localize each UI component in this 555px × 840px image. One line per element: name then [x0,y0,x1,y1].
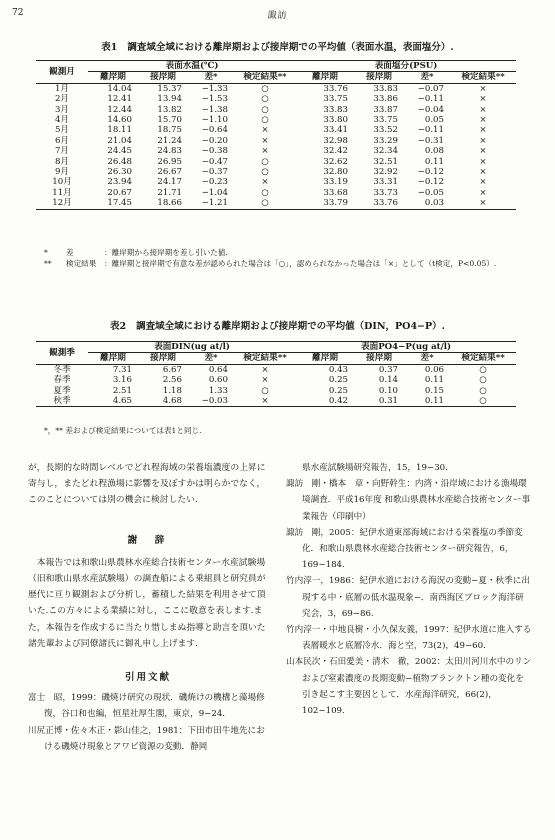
table1-cell: × [261,135,269,146]
table1-col-header: 接岸期 [138,72,188,83]
table2-cell: 0.42 [296,396,354,407]
table2-col-header: 検定結果** [450,353,516,364]
footnote-label: 差 [66,248,74,257]
table1-row [36,167,516,177]
table2-cell: 0.11 [424,375,445,386]
table1-row-label: 8月 [54,156,70,167]
table2-cell: 0.37 [378,364,399,375]
table1-cell: 14.60 [107,115,132,126]
table1-body [36,83,516,209]
table2-col-header: 差* [188,353,234,364]
table1-cell: 26.48 [107,156,132,167]
table1-cell: × [479,146,487,157]
table2-cell: 0.31 [354,396,404,407]
table1-col-header: 差* [188,72,234,83]
table1-cell: × [479,135,487,146]
table1-cell: 26.95 [157,156,182,167]
table2-col-header: 差* [404,353,450,364]
table1-row-label: 4月 [54,115,70,126]
table1-cell: × [479,104,487,115]
table1-col-header: 検定結果** [234,72,296,83]
right-column [286,460,532,719]
table2-caption [0,318,555,332]
table1-cell: −0.11 [417,125,444,136]
table1-cell: 21.71 [157,187,182,198]
table1-cell: 0.11 [424,156,444,167]
table1-cell: 32.51 [373,156,398,167]
table1-row-label: 7月 [54,146,70,157]
table1-cell: −0.12 [417,177,444,188]
table1-col-header: 離岸期 [296,72,354,83]
table2-cell: ○ [479,364,487,375]
table1-cell: × [479,177,487,188]
table1-cell: −0.11 [417,94,444,105]
table1-cell: 33.68 [323,187,348,198]
reference-entry: 富士 昭，1999：磯焼け研究の現状．磯焼けの機構と藻場修復，谷口和也編，恒星社厚生閣，東京，9−24. [28,693,265,720]
table1-row [36,136,516,146]
table2-cell: 0.10 [378,385,399,396]
table1-cell: 12.44 [107,104,132,115]
table2-body [36,364,516,407]
table1-row-label: 3月 [54,104,70,115]
table1-row-label: 9月 [54,167,70,178]
table1-cell: −1.10 [201,115,228,126]
table1-row-label: 11月 [52,187,72,198]
table1-footnotes [44,248,524,269]
table1-cell: 33.86 [373,94,398,105]
table1-cell: 33.75 [373,115,398,126]
table1-cell: 15.37 [157,83,182,94]
table2-cell: ○ [479,385,487,396]
table2-col-header: 離岸期 [88,353,138,364]
table1-cell: × [479,94,487,105]
table1-cell: −0.07 [417,83,444,94]
table1-cell: 14.04 [107,83,132,94]
page-number: 72 [12,8,24,18]
table1-cell: 33.80 [323,115,348,126]
table2-cell: 0.14 [378,375,399,386]
table1-cell: 33.75 [323,94,348,105]
table1-cell: −1.38 [201,104,228,115]
table1-cell: −1.53 [201,94,228,105]
table1-row-label: 2月 [54,94,70,105]
table1-cell: ○ [261,115,269,126]
references-heading: 引用文献 [124,672,171,684]
table1-cell: −0.37 [201,167,228,178]
table2-row-label: 春季 [53,375,71,386]
table2-cell: 0.25 [328,385,349,396]
table2-cell: ○ [261,385,269,396]
table1-cell: × [261,177,269,188]
table1-cell: 24.17 [157,177,182,188]
table2-row-label: 冬季 [53,364,71,375]
table2-row-header: 観測季 [36,342,88,365]
table1-cell: × [479,83,487,94]
table2-cell: 0.60 [208,375,228,386]
table1-cell: ○ [261,156,269,167]
table1-cell: −0.23 [201,177,228,188]
table1-cell: 33.52 [373,125,398,136]
table1-cell: 33.76 [323,83,348,94]
table1-cell: 32.80 [323,167,348,178]
table1-cell: 12.41 [107,94,132,105]
body-paragraph: が，長期的な時間レベルでどれ程海域の栄養塩濃度の上昇に寄与し，またどれ程漁場に影響を及ぼすかは明らかでなく，このことについては別の機会に検討したい. [28,463,266,506]
footnote-mark: ** [44,258,52,268]
table1-col-header: 検定結果** [450,72,516,83]
table1-cell: −0.64 [201,125,228,136]
left-column [28,460,268,755]
table1-cell: 18.66 [138,198,188,209]
table1-cell: 33.87 [373,104,398,115]
table2-row [36,386,516,396]
table1-cell: × [479,115,487,126]
table1-row-label: 5月 [54,125,70,136]
table1-cell: 33.31 [373,177,398,188]
table2-cell: × [261,364,269,375]
table1-cell: 32.34 [373,146,398,157]
table1-row-label: 6月 [54,135,70,146]
table2-row [36,364,516,375]
table2-cell: ○ [450,396,516,407]
table2-col-header: 接岸期 [354,353,404,364]
table2-cell: 1.33 [208,385,228,396]
table1-cell: ○ [234,198,296,209]
table1-cell: ○ [261,94,269,105]
table1-cell: 13.82 [157,104,182,115]
table2-cell: 4.68 [138,396,188,407]
table2-cell: × [261,375,269,386]
table2-row [36,396,516,407]
table1-cell: 32.42 [323,146,348,157]
table2-cell: 0.11 [404,396,450,407]
table2-cell: × [234,396,296,407]
acknowledgements-text: 本報告では和歌山県農林水産総合技術センター水産試験場（旧和歌山県水産試験場）の調査船による乗組員と研究員が歴代に亘り観測および分析し，蓄積した結果を利用させて頂いた.この方々による業績に対し，ここに敬意を表します.また，本報告を作成するに当たり惜しまぬ指導と助言を頂いた諸先輩および同僚諸氏に御礼申し上げます. [28,557,266,649]
table2-col-header: 検定結果** [234,353,296,364]
table1-row [36,188,516,198]
table2-cell: 3.16 [112,375,132,386]
references-list-right [286,460,532,719]
table1-row [36,177,516,187]
table2-cell: 0.43 [328,364,349,375]
table1-cell: 17.45 [88,198,138,209]
table1-cell: × [261,125,269,136]
table1-cell: −0.20 [201,135,228,146]
table1-cell: 33.19 [323,177,348,188]
table2-caption-text: 調査域全域における離岸期および接岸期での平均値（DIN，PO4−P）. [136,321,445,332]
table1-row [36,125,516,135]
table2-col-header: 離岸期 [296,353,354,364]
table1-cell: 32.98 [323,135,348,146]
table1-cell: −0.04 [417,104,444,115]
reference-entry: 竹内淳一，1986：紀伊水道における海況の変動−夏・秋季に出現する中・底層の低水温現象−．南西海区ブロック海洋研究会，3，69−86. [286,576,530,619]
table2-cell: 0.64 [208,364,228,375]
table2 [36,341,516,407]
table1-cell: −0.31 [417,135,444,146]
table1-col-header: 差* [404,72,450,83]
table1-cell: ○ [261,187,269,198]
table1-row-label: 1月 [54,83,70,94]
table1-cell: 15.70 [157,115,182,126]
table2-row-label: 夏季 [53,385,71,396]
table1-row [36,198,516,209]
table2-footnote: *，** 差および検定結果については表1と同じ. [44,426,202,435]
acknowledgements-heading: 謝 辞 [127,534,169,546]
table1-col-header: 離岸期 [88,72,138,83]
table1-caption [0,39,555,53]
table1-cell: 33.76 [354,198,404,209]
reference-entry: 諏訪 剛・橋本 章・向野幹生：内湾・沿岸域における漁場環境調査．平成16年度 和歌山県農林水産総合技術センター事業報告（印刷中） [286,479,531,522]
table1-cell: 21.04 [107,135,132,146]
reference-entry: 竹内淳一・中地良樹・小久保友義，1997：紀伊水道に進入する表層暖水と底層冷水．海と空，73(2)，49−60. [286,625,532,652]
table1-cell: ○ [261,167,269,178]
table1-cell: × [479,125,487,136]
table2-cell: 1.18 [162,385,182,396]
reference-entry: 県水産試験場研究報告，15，19−30. [302,463,448,473]
table2-cell: 0.06 [424,364,445,375]
table1-cell: −1.33 [201,83,228,94]
table1-row [36,115,516,125]
table1-cell: −1.04 [201,187,228,198]
running-header-author: 諏訪 [267,11,288,21]
table1-cell: 0.08 [424,146,444,157]
footnote-text: ：離岸期から接岸期を差し引いた値. [104,248,228,257]
table2-cell: 0.15 [424,385,445,396]
table1-cell: 33.79 [296,198,354,209]
table2-group2-title: 表面PO4−P(ug at/l) [296,342,516,353]
table2-group1-title: 表面DIN(ug at/l) [88,342,296,353]
table1-cell: 18.11 [107,125,132,136]
table1-row-header: 観測月 [36,61,88,84]
table1-cell: ○ [261,104,269,115]
table1-group2-title: 表面塩分(PSU) [296,61,516,72]
table1-caption-text: 調査域全域における離岸期および接岸期での平均値（表面水温，表面塩分）. [127,42,454,53]
table1-cell: × [261,146,269,157]
table1-cell: 0.05 [424,115,444,126]
table1-row-label: 12月 [36,198,88,209]
table2-cell: 4.65 [88,396,138,407]
table1-row [36,146,516,156]
table1-cell: 33.41 [323,125,348,136]
table1-cell: −0.47 [201,156,228,167]
table1-cell: 26.30 [107,167,132,178]
table1-cell: 33.73 [373,187,398,198]
table1-cell: 18.75 [157,125,182,136]
table1-row [36,157,516,167]
table1-group1-title: 表面水温(℃) [88,61,296,72]
references-list-left [28,690,268,755]
table1-cell: 33.83 [373,83,398,94]
table1-cell: −0.38 [201,146,228,157]
table1-row [36,83,516,94]
table1-footnote [44,259,524,270]
table1-cell: 26.67 [157,167,182,178]
table2-row [36,375,516,385]
footnote-mark: * [44,248,48,257]
table1-cell: 33.83 [323,104,348,115]
table1-row-label: 10月 [52,177,72,188]
table1-cell: ○ [261,83,269,94]
table2-cell: 6.67 [162,364,182,375]
table1-row [36,94,516,104]
footnote-text: ：離岸期と接岸期で有意な差が認められた場合は「○」，認められなかった場合は「×」として（t検定，P<0.05）. [104,258,497,268]
table1-cell: 32.92 [373,167,398,178]
table2-cell: ○ [479,375,487,386]
table1 [36,60,516,210]
table2-cell: 0.25 [328,375,349,386]
reference-entry: 諏訪 剛，2005：紀伊水道東部海域における栄養塩の季節変化．和歌山県農林水産総合技術センター研究報告，6，169−184. [286,527,523,571]
table1-cell: 0.03 [404,198,450,209]
table2-cell: 7.31 [112,364,132,375]
table2-row-label: 秋季 [36,396,88,407]
table1-cell: 23.94 [107,177,132,188]
table1-cell: × [479,156,487,167]
table1-footnote [44,248,524,259]
table1-cell: 21.24 [157,135,182,146]
table1-cell: × [450,198,516,209]
table1-cell: −1.21 [188,198,234,209]
table1-caption-number: 表1 [101,42,118,53]
table2-cell: 2.51 [112,385,132,396]
reference-entry: 川尻正博・佐々木正・影山佳之，1981：下田市田牛地先における磯焼け現象とアワビ資源の変動．静岡 [28,725,265,752]
table1-cell: 20.67 [107,187,132,198]
table2-caption-number: 表2 [110,321,127,332]
table2-col-header: 接岸期 [138,353,188,364]
table1-cell: 13.94 [157,94,182,105]
table1-cell: −0.12 [417,167,444,178]
footnote-label: 検定結果 [66,258,97,268]
table1-row [36,105,516,115]
table1-col-header: 接岸期 [354,72,404,83]
table1-cell: −0.05 [417,187,444,198]
table1-cell: 24.45 [107,146,132,157]
table1-cell: × [479,167,487,178]
table1-cell: 24.83 [157,146,182,157]
table1-cell: 32.62 [323,156,348,167]
reference-entry: 山本民次・石田愛美・清木 徹，2002：太田川河川水中のリンおよび窒素濃度の長期変動−植物プランクトン種の変化を引き起こす主要因として．水産海洋研究，66(2)，102−109. [286,657,532,717]
table2-cell: −0.03 [188,396,234,407]
table1-cell: × [479,187,487,198]
table1-cell: 33.29 [373,135,398,146]
table2-cell: 2.56 [162,375,182,386]
